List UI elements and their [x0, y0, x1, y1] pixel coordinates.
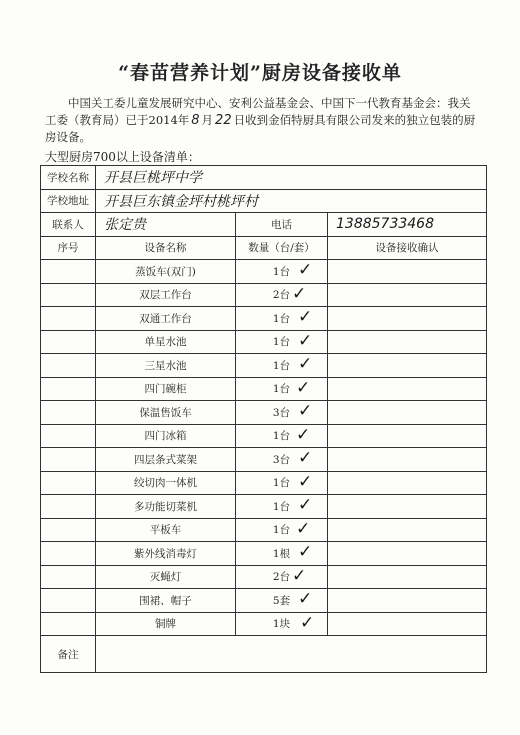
item-name: 蒸饭车(双门) [96, 260, 236, 284]
item-quantity-cell [236, 260, 328, 284]
check-mark-icon: ✓ [298, 401, 313, 421]
item-confirm-cell [328, 542, 487, 566]
equipment-row [41, 495, 487, 519]
equipment-row [41, 307, 487, 331]
check-mark-icon: ✓ [292, 565, 307, 586]
contact-value: 张定贵 [96, 213, 236, 237]
item-name: 紫外线消毒灯 [96, 542, 236, 566]
item-quantity: 1台 [272, 336, 291, 349]
form-title: “春苗营养计划”厨房设备接收单 [118, 62, 402, 84]
school-name-label: 学校名称 [41, 166, 96, 190]
item-quantity-cell [236, 424, 328, 448]
item-name: 四门碗柜 [96, 377, 236, 401]
item-quantity: 3台 [272, 453, 291, 466]
check-mark-icon: ✓ [298, 307, 313, 327]
school-address-label: 学校地址 [41, 189, 96, 213]
item-quantity-cell [236, 283, 328, 307]
equipment-table [40, 165, 487, 673]
item-quantity: 3台 [272, 406, 291, 419]
item-quantity: 2台 [272, 571, 291, 584]
item-name: 保温售饭车 [96, 401, 236, 425]
column-header-no: 序号 [41, 236, 96, 260]
item-number-cell [41, 612, 96, 636]
item-quantity-cell [236, 589, 328, 613]
item-number-cell [41, 307, 96, 331]
school-address-value: 开县巨东镇金坪村桃坪村 [96, 189, 487, 213]
contact-label: 联系人 [41, 213, 96, 237]
item-number-cell [41, 448, 96, 472]
item-quantity-cell [236, 377, 328, 401]
phone-value: 13885733468 [328, 213, 487, 237]
item-quantity: 1台 [272, 524, 291, 537]
item-confirm-cell [328, 354, 487, 378]
item-confirm-cell [328, 330, 487, 354]
item-name: 平板车 [96, 518, 236, 542]
item-confirm-cell [328, 612, 487, 636]
item-quantity-cell [236, 518, 328, 542]
item-number-cell [41, 283, 96, 307]
item-quantity: 1台 [272, 430, 291, 443]
item-name: 铜牌 [96, 612, 236, 636]
item-confirm-cell [328, 283, 487, 307]
item-quantity-cell [236, 565, 328, 589]
column-header-qty: 数量（台/套） [236, 236, 328, 260]
check-mark-icon: ✓ [296, 518, 311, 539]
equipment-row [41, 424, 487, 448]
item-confirm-cell [328, 518, 487, 542]
check-mark-icon: ✓ [296, 377, 311, 398]
item-confirm-cell [328, 448, 487, 472]
handwritten-day: 22 [215, 113, 232, 128]
school-name-row [41, 166, 487, 190]
item-quantity: 1台 [272, 359, 291, 372]
check-mark-icon: ✓ [298, 448, 313, 468]
item-confirm-cell [328, 260, 487, 284]
column-header-confirm: 设备接收确认 [328, 236, 487, 260]
equipment-row [41, 612, 487, 636]
remarks-row [41, 636, 487, 673]
item-quantity-cell [236, 471, 328, 495]
intro-paragraph [45, 95, 478, 146]
intro-text-1: 中国关工委儿童发展研究中心、安利公益基金会、中国下一代教育基金会：我关工委（教育局）已于2014年 [45, 96, 471, 127]
item-name: 绞切肉一体机 [96, 471, 236, 495]
item-number-cell [41, 260, 96, 284]
check-mark-icon: ✓ [298, 542, 313, 562]
item-quantity: 1块 [272, 618, 291, 631]
equipment-row [41, 542, 487, 566]
item-name: 三星水池 [96, 354, 236, 378]
check-mark-icon: ✓ [298, 330, 313, 351]
intro-text-2: 月 [201, 113, 214, 127]
item-confirm-cell [328, 377, 487, 401]
item-name: 多功能切菜机 [96, 495, 236, 519]
school-name-value: 开县巨桃坪中学 [96, 166, 487, 190]
item-number-cell [41, 565, 96, 589]
equipment-row [41, 283, 487, 307]
equipment-row [41, 565, 487, 589]
item-name: 单星水池 [96, 330, 236, 354]
item-name: 双通工作台 [96, 307, 236, 331]
item-quantity-cell [236, 495, 328, 519]
item-number-cell [41, 518, 96, 542]
equipment-row [41, 377, 487, 401]
check-mark-icon: ✓ [298, 589, 313, 609]
list-heading: 大型厨房700以上设备清单： [45, 150, 200, 164]
item-quantity-cell [236, 448, 328, 472]
check-mark-icon: ✓ [298, 354, 313, 374]
item-quantity-cell [236, 330, 328, 354]
equipment-row [41, 589, 487, 613]
item-quantity-cell [236, 542, 328, 566]
item-number-cell [41, 354, 96, 378]
equipment-row [41, 260, 487, 284]
check-mark-icon: ✓ [298, 260, 313, 280]
item-name: 四层条式菜架 [96, 448, 236, 472]
item-confirm-cell [328, 471, 487, 495]
check-mark-icon: ✓ [296, 424, 311, 445]
item-number-cell [41, 589, 96, 613]
item-number-cell [41, 424, 96, 448]
item-quantity: 1台 [272, 500, 291, 513]
equipment-row [41, 518, 487, 542]
column-header-row [41, 236, 487, 260]
item-quantity: 1台 [272, 477, 291, 490]
item-number-cell [41, 330, 96, 354]
item-quantity: 1台 [272, 265, 291, 278]
column-header-name: 设备名称 [96, 236, 236, 260]
remarks-value [96, 636, 487, 673]
equipment-row [41, 401, 487, 425]
school-address-row [41, 189, 487, 213]
item-confirm-cell [328, 495, 487, 519]
equipment-row [41, 354, 487, 378]
equipment-row [41, 330, 487, 354]
item-quantity-cell [236, 307, 328, 331]
check-mark-icon: ✓ [300, 612, 315, 633]
contact-row [41, 213, 487, 237]
item-confirm-cell [328, 307, 487, 331]
item-confirm-cell [328, 565, 487, 589]
item-confirm-cell [328, 589, 487, 613]
item-confirm-cell [328, 401, 487, 425]
handwritten-month: 8 [191, 113, 200, 128]
check-mark-icon: ✓ [292, 283, 307, 304]
check-mark-icon: ✓ [298, 495, 313, 515]
item-number-cell [41, 377, 96, 401]
item-name: 双层工作台 [96, 283, 236, 307]
item-quantity: 1台 [272, 312, 291, 325]
equipment-row [41, 448, 487, 472]
item-number-cell [41, 471, 96, 495]
item-number-cell [41, 401, 96, 425]
item-number-cell [41, 495, 96, 519]
item-quantity-cell [236, 354, 328, 378]
item-name: 四门冰箱 [96, 424, 236, 448]
item-quantity: 2台 [272, 289, 291, 302]
item-confirm-cell [328, 424, 487, 448]
item-quantity: 1根 [272, 547, 291, 560]
equipment-row [41, 471, 487, 495]
item-quantity: 1台 [272, 383, 291, 396]
phone-label: 电话 [236, 213, 328, 237]
check-mark-icon: ✓ [298, 471, 313, 492]
item-quantity-cell [236, 401, 328, 425]
item-number-cell [41, 542, 96, 566]
item-name: 灭蝇灯 [96, 565, 236, 589]
item-name: 围裙、帽子 [96, 589, 236, 613]
remarks-label: 备注 [41, 636, 96, 673]
intro-text-3: 日收到金佰特厨具有限公司发来的独立包装的厨房设备。 [45, 113, 476, 144]
item-quantity: 5套 [272, 594, 291, 607]
item-quantity-cell [236, 612, 328, 636]
